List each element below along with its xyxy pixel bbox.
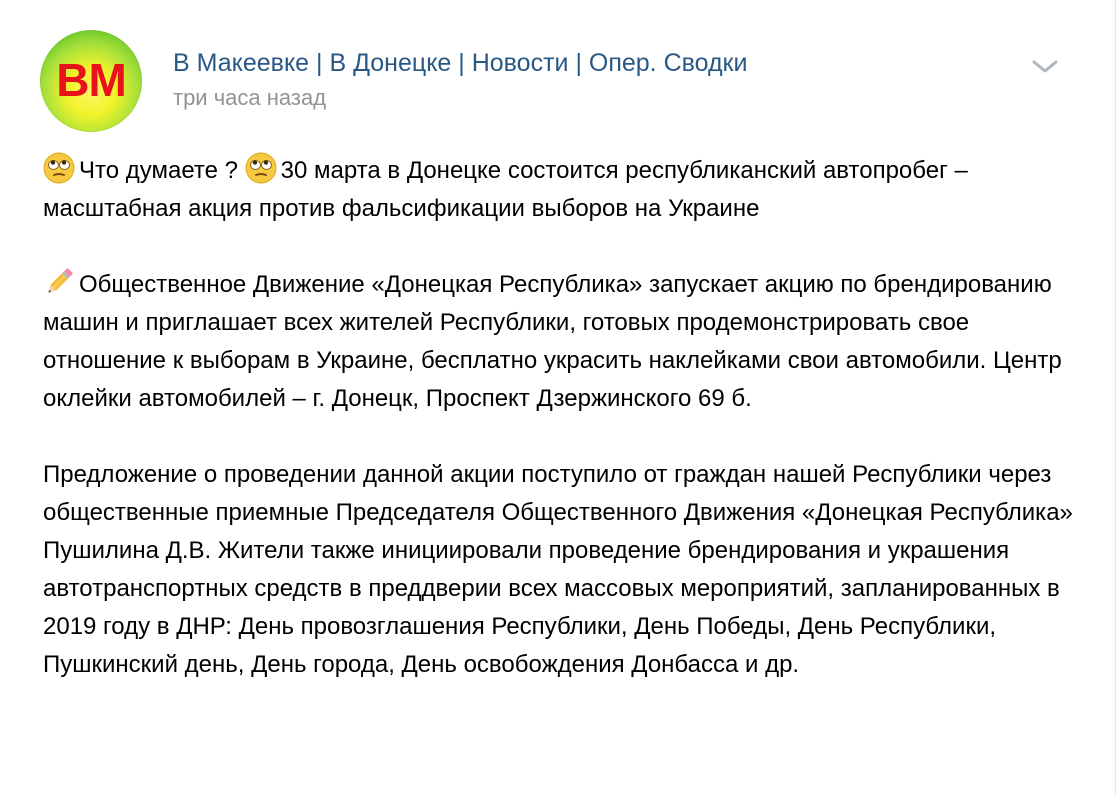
author-link[interactable]: В Макеевке | В Донецке | Новости | Опер. Сводки (173, 49, 748, 77)
face-with-rolling-eyes-icon (245, 152, 277, 184)
paragraph-2-text: Общественное Движение «Донецкая Республика» запускает акцию по брендированию машин и приглашает всех жителей Республики, готовых продемонстрировать свое отношение к выборам в Украине, бесплатно украсить наклейками свои автомобили. Центр оклейки автомобилей – г. Донецк, Проспект Дзержинского 69 б. (43, 271, 1062, 412)
post-header (40, 30, 1080, 130)
paragraph-1-text: 30 марта в Донецке состоится республиканский автопробег – масштабная акция против фальсификации выборов на Украине (43, 157, 968, 222)
paragraph-1-lead: Что думаете ? (79, 157, 238, 184)
avatar[interactable] (40, 30, 142, 132)
chevron-down-icon[interactable] (1028, 54, 1062, 78)
avatar-logo-text: ВМ (56, 54, 126, 106)
pencil-icon (43, 266, 75, 298)
post-timestamp[interactable]: три часа назад (173, 85, 327, 110)
paragraph-2 (43, 266, 1083, 418)
face-with-rolling-eyes-icon (43, 152, 75, 184)
paragraph-3 (43, 456, 1083, 684)
paragraph-3-text: Предложение о проведении данной акции поступило от граждан нашей Республики через общественные приемные Председателя Общественного Движения «Донецкая Республика» Пушилина Д.В. Жители также инициировали проведение брендирования и украшения автотранспортных средств в преддверии всех массовых мероприятий, запланированных в 2019 году в ДНР: День провозглашения Республики, День Победы, День Республики, Пушкинский день, День города, День освобождения Донбасса и др. (43, 461, 1073, 678)
post-text (43, 152, 1083, 722)
paragraph-1 (43, 152, 1083, 228)
